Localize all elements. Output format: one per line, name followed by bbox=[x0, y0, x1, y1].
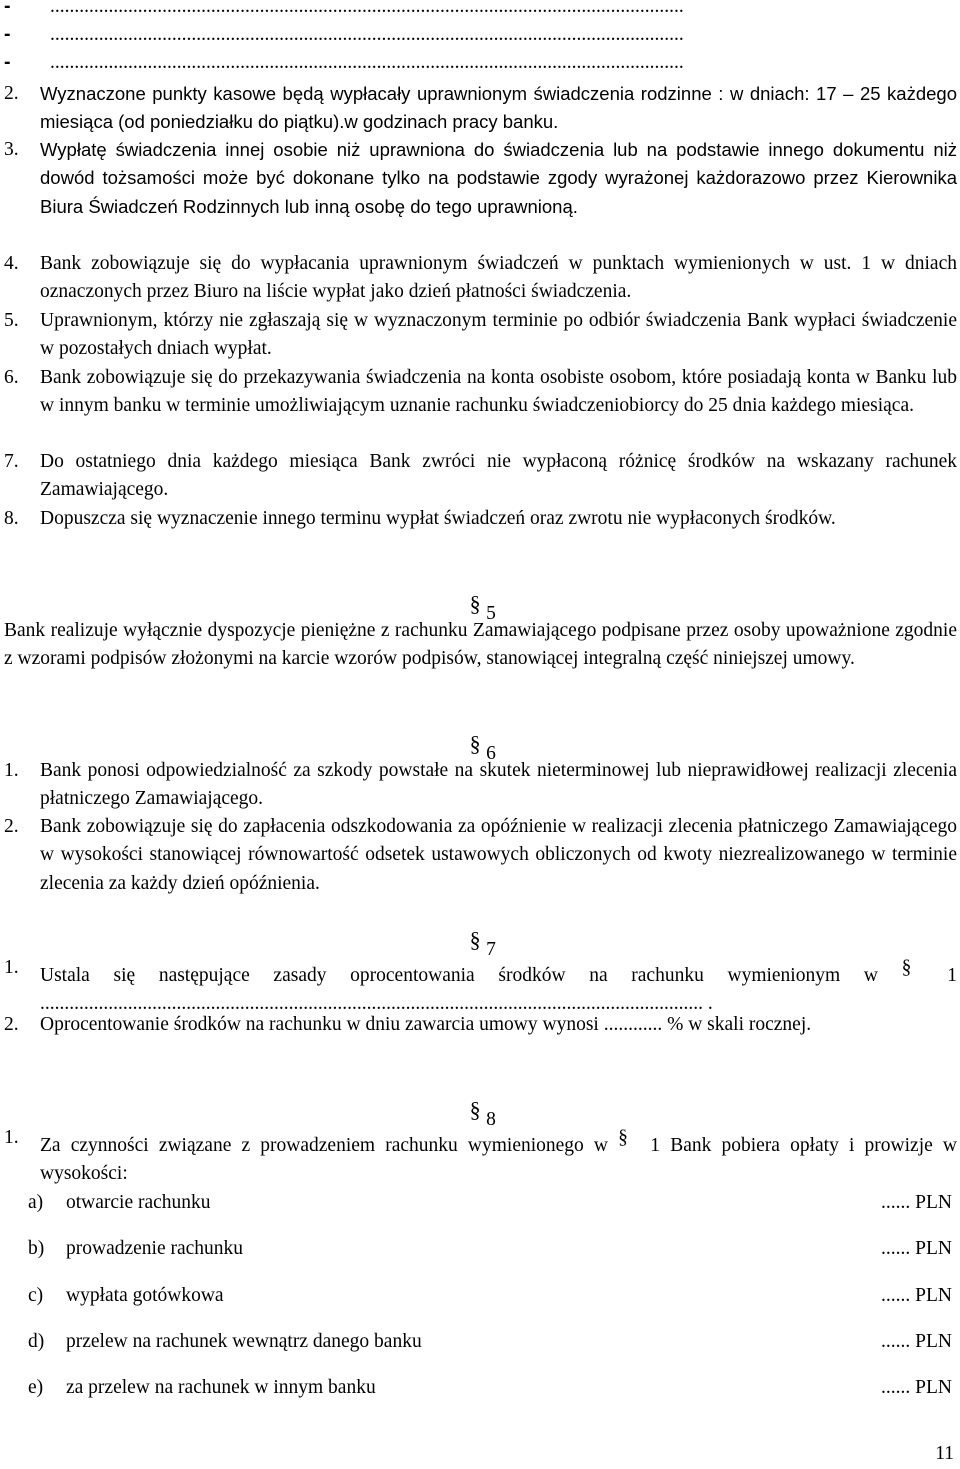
fee-label: otwarcie rachunku bbox=[66, 1192, 211, 1213]
list-item-5 bbox=[4, 307, 957, 364]
fee-letter: a) bbox=[28, 1192, 44, 1213]
section-symbol: § bbox=[469, 1097, 481, 1122]
list-item-4 bbox=[4, 250, 957, 307]
item-number: 7. bbox=[4, 451, 19, 472]
list-item-3 bbox=[4, 136, 957, 221]
item-number: 2. bbox=[4, 816, 19, 837]
section-number: 8 bbox=[486, 1109, 496, 1130]
fee-letter: b) bbox=[28, 1238, 45, 1259]
item-number: 8. bbox=[4, 508, 19, 529]
section-symbol: § bbox=[901, 957, 912, 978]
fee-letter: d) bbox=[28, 1331, 45, 1352]
item-text: Wypłatę świadczenia innej osobie niż uprawniona do świadczenia lub na podstawie innego dokumentu niż dowód tożsamości może być dokonane tylko na podstawie zgody wyrażonej każdorazowo przez Kierownika Biura Świadczeń Rodzinnych lub inną osobę do tego uprawnioną. bbox=[40, 139, 957, 217]
section-7-item-2 bbox=[4, 1011, 957, 1039]
blank-line-1 bbox=[4, 0, 904, 21]
fee-label: przelew na rachunek wewnątrz danego banku bbox=[66, 1331, 422, 1352]
fee-label: za przelew na rachunek w innym banku bbox=[66, 1377, 376, 1398]
fee-letter: c) bbox=[28, 1285, 44, 1306]
section-reference: 1 bbox=[947, 965, 957, 986]
dotted-blank: .................................................................................................................................. bbox=[50, 24, 684, 45]
section-6-item-2 bbox=[4, 813, 957, 898]
item-text: Za czynności związane z prowadzeniem rachunku wymienionego w § 1 Bank pobiera opłaty i prowizje w wysokości: bbox=[40, 1124, 957, 1189]
list-item-7 bbox=[4, 448, 957, 505]
item-text: Uprawnionym, którzy nie zgłaszają się w wyznaczonym terminie po odbiór świadczenia Bank wypłaci świadczenie w pozostałych dniach wypłat. bbox=[40, 310, 957, 360]
section-symbol: § bbox=[469, 731, 481, 756]
item-number: 1. bbox=[4, 1127, 19, 1148]
dotted-blank: ........................................................................................................................................ . bbox=[40, 993, 713, 1015]
item-number: 1. bbox=[4, 760, 19, 781]
section-number: 6 bbox=[486, 743, 496, 764]
item-number: 4. bbox=[4, 253, 19, 274]
dash-marker: - bbox=[4, 51, 11, 73]
dash-marker: - bbox=[4, 23, 11, 45]
item-number: 5. bbox=[4, 310, 19, 331]
fee-amount: ...... PLN bbox=[881, 1377, 952, 1398]
page-number: 11 bbox=[935, 1443, 954, 1464]
blank-line-3 bbox=[4, 48, 904, 77]
section-number: 5 bbox=[486, 603, 496, 624]
dash-marker: - bbox=[4, 0, 11, 17]
item-number: 2. bbox=[4, 1014, 19, 1035]
dotted-blank: .................................................................................................................................. bbox=[50, 0, 684, 17]
fee-label: wypłata gotówkowa bbox=[66, 1285, 224, 1306]
item-text: Oprocentowanie środków na rachunku w dniu zawarcia umowy wynosi ............ % w skali rocznej. bbox=[40, 1014, 812, 1035]
item-text: Bank zobowiązuje się do zapłacenia odszkodowania za opóźnienie w realizacji zlecenia płatniczego Zamawiającego w wysokości stanowiącej równowartość odsetek ustawowych obliczonych od kwoty niezrealizowanego w terminie zlecenia za każdy dzień opóźnienia. bbox=[40, 816, 957, 894]
fee-amount: ...... PLN bbox=[881, 1238, 952, 1259]
fee-label: prowadzenie rachunku bbox=[66, 1238, 244, 1259]
item-number: 3. bbox=[4, 139, 19, 160]
section-8-item-1 bbox=[4, 1124, 957, 1189]
fee-amount: ...... PLN bbox=[881, 1331, 952, 1352]
item-text: Bank zobowiązuje się do przekazywania świadczenia na konta osobiste osobom, które posiadają konta w Banku lub w innym banku w terminie umożliwiającym uznanie rachunku świadczeniobiorcy do 25 dnia każdego miesiąca. bbox=[40, 367, 957, 417]
list-item-8 bbox=[4, 505, 957, 533]
item-text: Wyznaczone punkty kasowe będą wypłacały uprawnionym świadczenia rodzinne : w dniach: 17 – 25 każdego miesiąca (od poniedziałku do piątku).w godzinach pracy banku. bbox=[40, 83, 957, 133]
item-text: Bank ponosi odpowiedzialność za szkody powstałe na skutek nieterminowej lub nieprawidłowej realizacji zlecenia płatniczego Zamawiającego. bbox=[40, 760, 957, 810]
item-text: Dopuszcza się wyznaczenie innego terminu wypłat świadczeń oraz zwrotu nie wypłaconych środków. bbox=[40, 508, 836, 529]
item-text bbox=[40, 954, 957, 990]
item-text: Do ostatniego dnia każdego miesiąca Bank zwróci nie wypłaconą różnicę środków na wskazany rachunek Zamawiającego. bbox=[40, 451, 957, 501]
fee-letter: e) bbox=[28, 1377, 44, 1398]
section-7-item-1 bbox=[4, 954, 957, 1019]
section-symbol: § bbox=[469, 591, 481, 616]
item-number: 6. bbox=[4, 367, 19, 388]
item-number: 2. bbox=[4, 83, 19, 104]
item-text-line-1: Ustala się następujące zasady oprocentowania środków na rachunku wymienionym w bbox=[40, 965, 878, 986]
dotted-blank: .................................................................................................................................. bbox=[50, 52, 684, 73]
list-item-2 bbox=[4, 80, 957, 137]
fee-amount: ...... PLN bbox=[881, 1285, 952, 1306]
section-5-paragraph: Bank realizuje wyłącznie dyspozycje pieniężne z rachunku Zamawiającego podpisane przez osoby upoważnione zgodnie z wzorami podpisów złożonymi na karcie wzorów podpisów, stanowiącej integralną część niniejszej umowy. bbox=[4, 620, 957, 670]
item-text: Bank zobowiązuje się do wypłacania uprawnionym świadczeń w punktach wymienionych w ust. 1 w dniach oznaczonych przez Biuro na liście wypłat jako dzień płatności świadczenia. bbox=[40, 253, 957, 303]
list-item-6 bbox=[4, 364, 957, 421]
section-symbol: § bbox=[618, 1127, 628, 1148]
section-symbol: § bbox=[469, 927, 481, 952]
section-number: 7 bbox=[486, 939, 496, 960]
blank-line-2 bbox=[4, 20, 904, 49]
fee-amount: ...... PLN bbox=[881, 1192, 952, 1213]
item-number: 1. bbox=[4, 957, 19, 978]
section-6-item-1 bbox=[4, 757, 957, 814]
